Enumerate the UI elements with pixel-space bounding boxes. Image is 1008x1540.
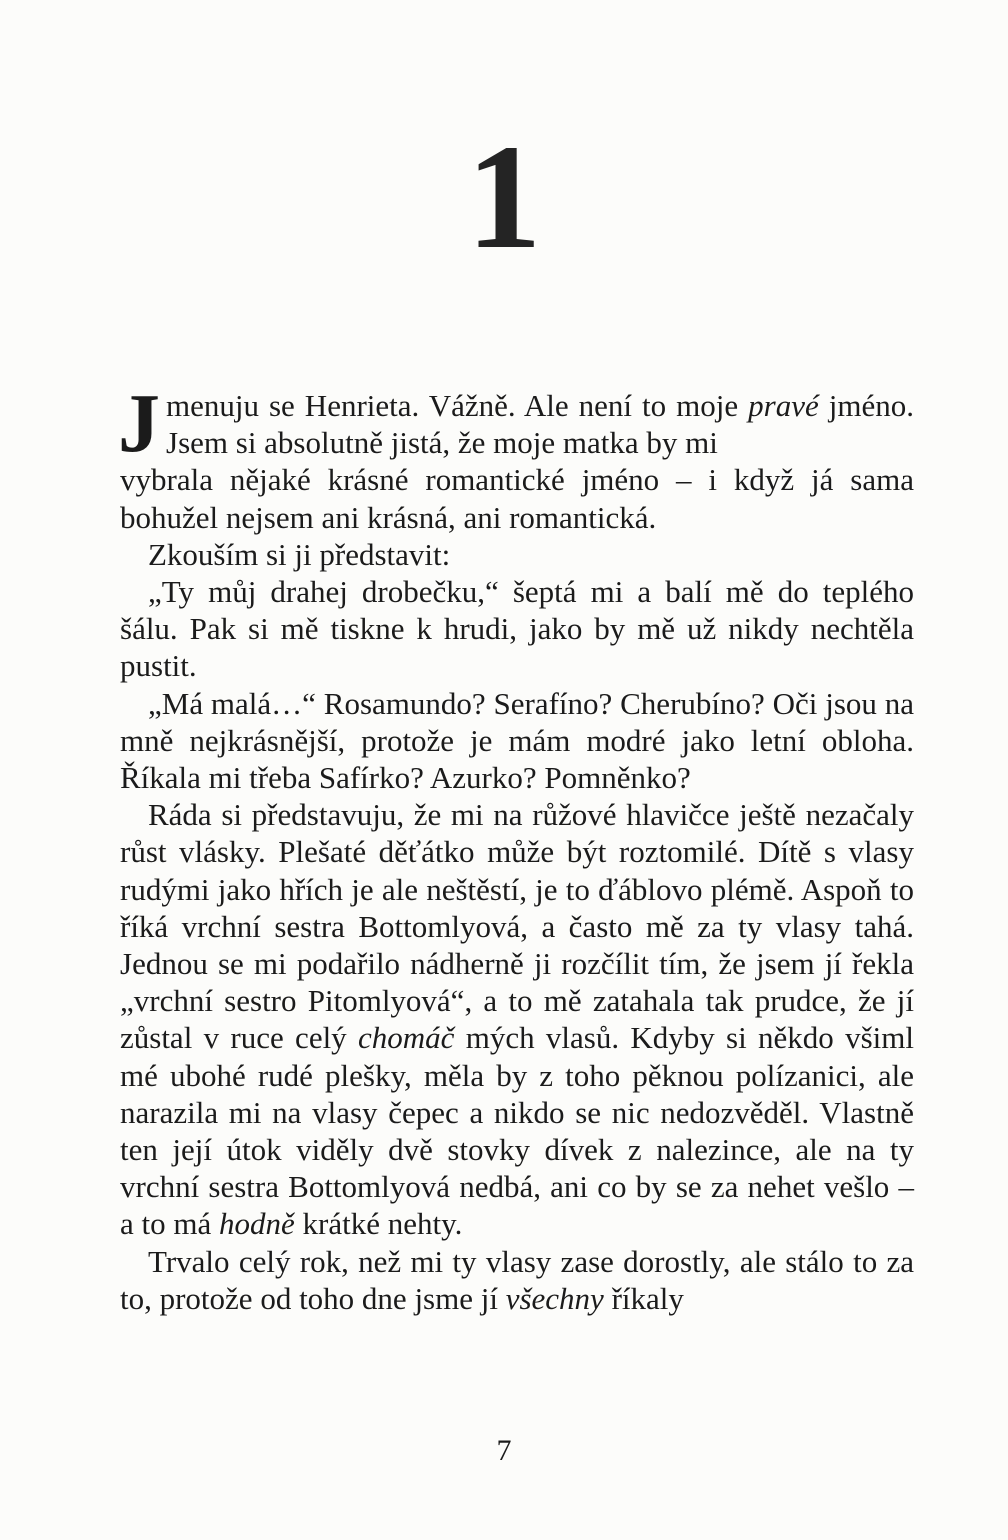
- paragraph-1-continued: vybrala nějaké krásné romantické jméno – i když já sama bohužel nejsem ani krásná, ani romantická.: [120, 462, 914, 535]
- chapter-number: 1: [466, 114, 542, 280]
- emphasis-prave: pravé: [748, 388, 819, 423]
- drop-cap: J: [118, 377, 160, 470]
- paragraph-5-part-1: Ráda si představuju, že mi na růžové hlavičce ještě nezačaly růst vlásky. Plešaté děťátko může být roztomilé. Dítě s vlasy rudými jako hřích je ale neštěstí, je to ďáblovo plémě. Aspoň to říká vrchní sestra Bottomlyová, a často mě za ty vlasy tahá. Jednou se mi podařilo nádherně ji rozčílit tím, že jsem jí řekla „vrchní sestro Pitomlyová“, a to mě zatahala tak prudce, že jí zůstal v ruce celý: [120, 797, 914, 1056]
- emphasis-chomac: chomáč: [358, 1020, 455, 1056]
- paragraph-6: [120, 1243, 914, 1317]
- paragraph-1: [118, 377, 914, 536]
- emphasis-vsechny: všechny: [505, 1280, 604, 1316]
- paragraph-1-opening-end: jméno. Jsem si absolutně jistá, že moje matka by mi: [166, 388, 914, 461]
- paragraph-5-part-2: mých vlasů. Kdyby si někdo všiml mé ubohé rudé plešky, měla by z toho pěknou polízanici, ale narazila mi na vlasy čepec a nikdo se nic nedozvěděl. Vlastně ten její útok viděly dvě stovky dívek z nalezince, ale na ty vrchní sestra Bottomlyová nedbá, ani co by se za nehet vešlo – a to má: [120, 1020, 914, 1242]
- paragraph-6-part-2: říkaly: [603, 1280, 684, 1316]
- paragraph-1-opening: menuju se Henrieta. Vážně. Ale není to moje: [166, 388, 749, 423]
- paragraph-5-part-3: krátké nehty.: [294, 1206, 463, 1242]
- chapter-text: [118, 377, 914, 1317]
- paragraph-4: „Má malá…“ Rosamundo? Serafíno? Cherubíno? Oči jsou na mně nejkrásnější, protože je mám modré jako letní obloha. Říkala mi třeba Safírko? Azurko? Pomněnko?: [120, 685, 914, 796]
- paragraph-3: „Ty můj drahej drobečku,“ šeptá mi a balí mě do teplého šálu. Pak si mě tiskne k hrudi, jako by mě už nikdy nechtěla pustit.: [120, 574, 914, 684]
- emphasis-hodne: hodně: [219, 1206, 295, 1242]
- paragraph-6-part-1: Trvalo celý rok, než mi ty vlasy zase dorostly, ale stálo to za to, protože od toho dne jsme jí: [120, 1243, 914, 1316]
- page-number: 7: [496, 1434, 512, 1467]
- paragraph-5: [120, 796, 914, 1242]
- paragraph-2: Zkouším si ji představit:: [148, 536, 451, 572]
